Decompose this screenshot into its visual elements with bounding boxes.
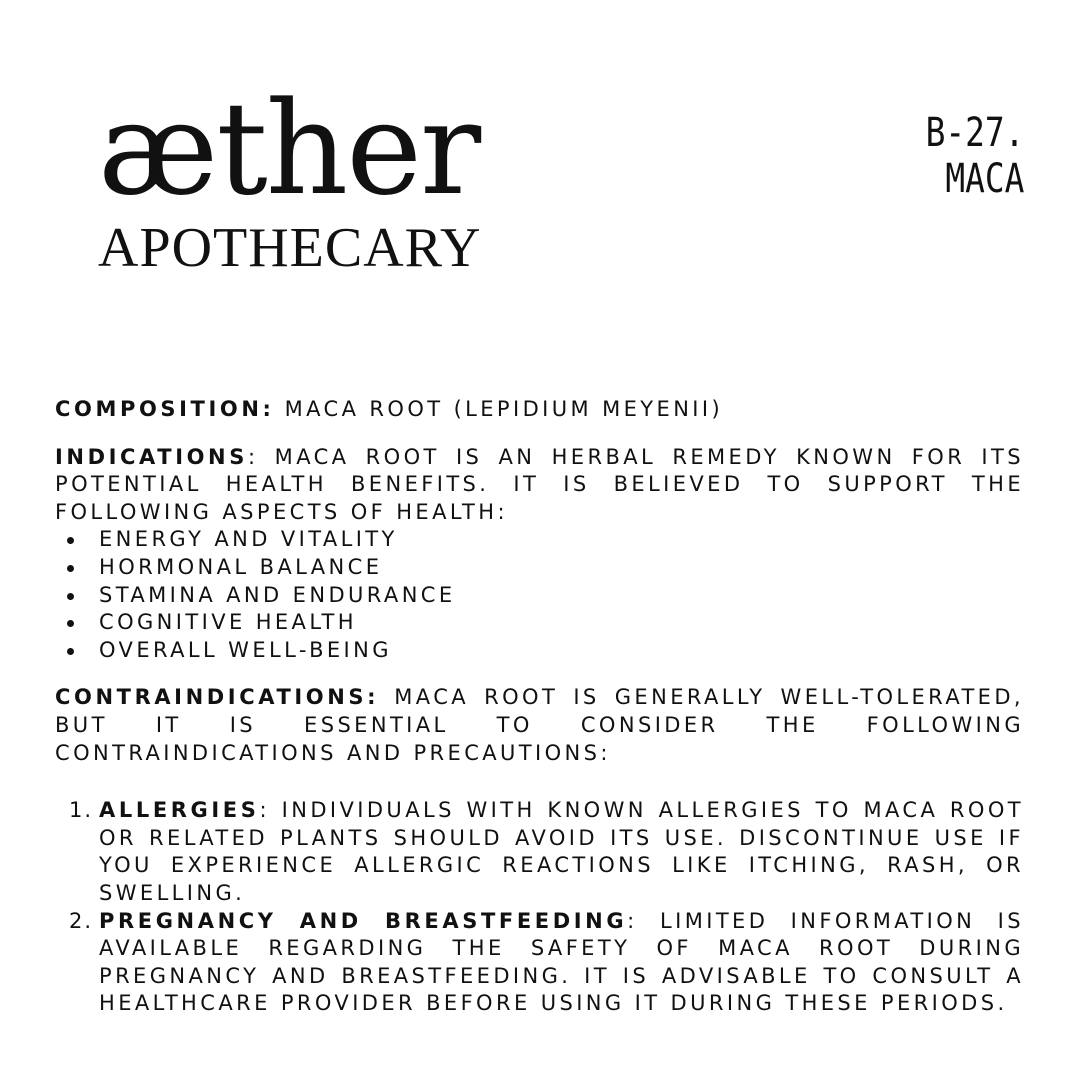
item-text: : LIMITED INFORMATION IS AVAILABLE REGARDING THE SAFETY OF MACA ROOT DURING PREGNANCY AND BREASTFEEDING. IT IS ADVISABLE TO CONSULT A HEALTHCARE PROVIDER BEFORE USING IT DURING THESE PERIODS. [99,908,1024,1016]
brand-logo [98,75,538,279]
indications-paragraph [55,444,1024,527]
list-item: OVERALL WELL-BEING [55,637,1024,665]
product-code: B-27. [925,110,1024,156]
list-item [55,908,1024,1018]
list-item: HORMONAL BALANCE [55,554,1024,582]
indications-text: : MACA ROOT IS AN HERBAL REMEDY KNOWN FOR ITS POTENTIAL HEALTH BENEFITS. IT IS BELIEVED TO SUPPORT THE FOLLOWING ASPECTS OF HEALTH: [55,444,1024,524]
contraindications-list [55,797,1024,1018]
item-title: ALLERGIES [99,798,260,823]
composition-section [55,396,1024,424]
product-name: MACA [945,156,1024,202]
brand-subtitle: APOTHECARY [98,217,482,279]
brand-wordmark: æther [98,75,480,224]
contraindications-paragraph [55,684,1024,767]
item-number: 1. [69,798,94,823]
contraindications-label: CONTRAINDICATIONS: [55,685,380,710]
product-info [55,396,1024,1018]
list-item: ENERGY AND VITALITY [55,526,1024,554]
indications-label: INDICATIONS [55,444,248,469]
composition-label: COMPOSITION: [55,397,275,421]
list-item: COGNITIVE HEALTH [55,609,1024,637]
product-id [925,110,1024,202]
item-text: : INDIVIDUALS WITH KNOWN ALLERGIES TO MACA ROOT OR RELATED PLANTS SHOULD AVOID ITS USE. DISCONTINUE USE IF YOU EXPERIENCE ALLERGIC REACTIONS LIKE ITCHING, RASH, OR SWELLING. [99,798,1024,905]
item-title: PREGNANCY AND BREASTFEEDING [99,908,628,933]
list-item [55,797,1024,907]
contraindications-section [55,684,1024,1018]
item-number: 2. [69,908,94,933]
indications-list [55,526,1024,664]
indications-section [55,444,1024,665]
list-item: STAMINA AND ENDURANCE [55,582,1024,610]
contraindications-text: MACA ROOT IS GENERALLY WELL-TOLERATED, BUT IT IS ESSENTIAL TO CONSIDER THE FOLLOWING CONTRAINDICATIONS AND PRECAUTIONS: [55,685,1024,765]
composition-text: MACA ROOT (LEPIDIUM MEYENII) [284,397,724,421]
